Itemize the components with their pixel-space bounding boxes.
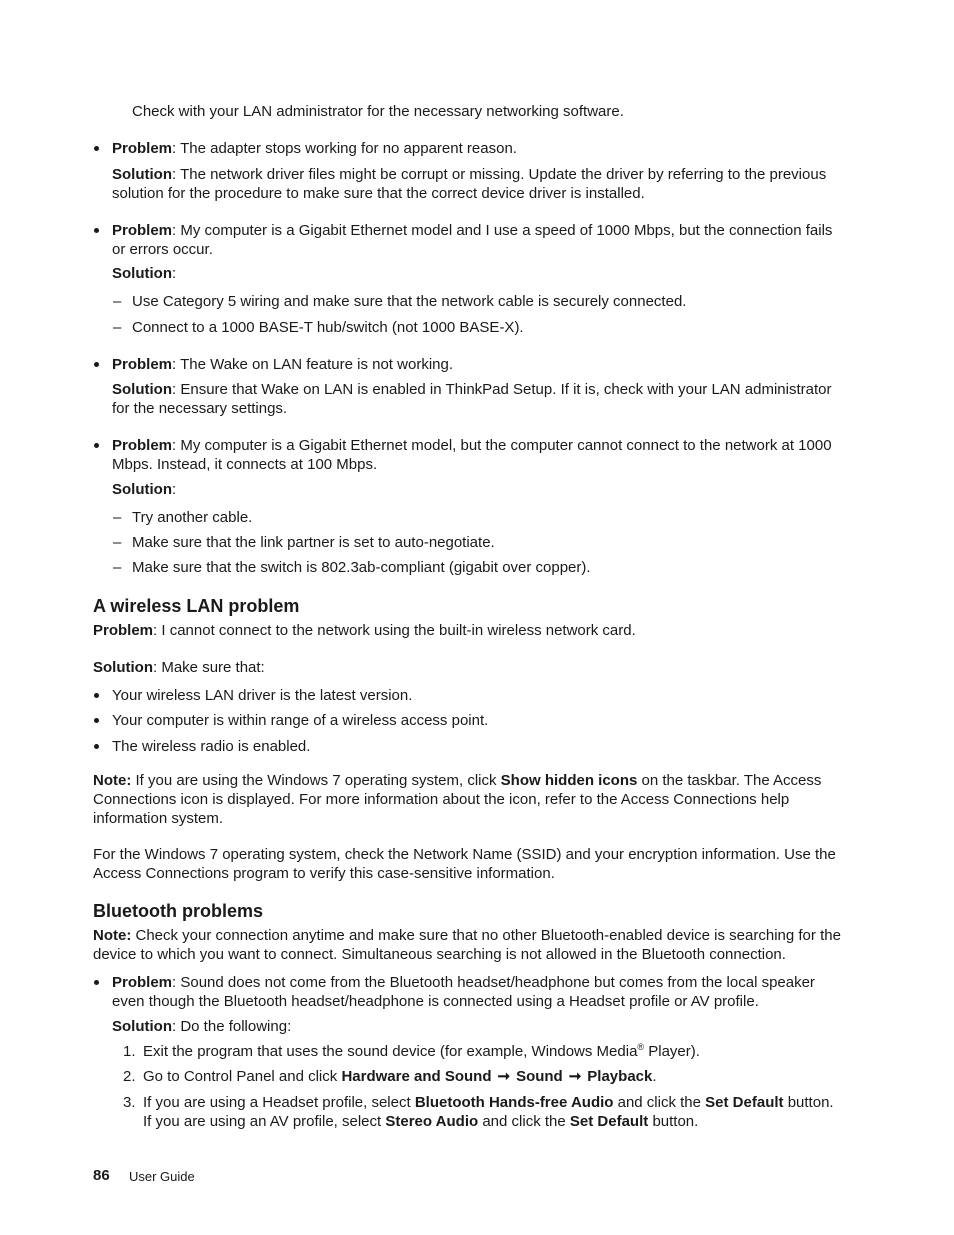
bullet-icon (94, 738, 102, 746)
step-4-2: Make sure that the link partner is set to auto-negotiate. (132, 534, 495, 551)
dash-marker: – (113, 509, 122, 526)
wireless-check-1: Your wireless LAN driver is the latest version. (112, 687, 413, 704)
solution-4-label: Solution: (112, 481, 177, 498)
section-heading-bluetooth: Bluetooth problems (93, 901, 263, 921)
wireless-ssid-paragraph: For the Windows 7 operating system, check the Network Name (SSID) and your encryption information. Use the Access Connections program to verify this case-sensitive information. (93, 846, 836, 882)
solution-2-label: Solution: (112, 265, 177, 282)
step-4-1: Try another cable. (132, 509, 253, 526)
bluetooth-step-3: If you are using a Headset profile, select Bluetooth Hands-free Audio and click the Set Default button. If you are using an AV profile, select Stereo Audio and click the Set Default button. (143, 1094, 834, 1130)
problem-3: Problem: The Wake on LAN feature is not working. (112, 356, 454, 373)
bullet-icon (94, 974, 102, 982)
wireless-check-3: The wireless radio is enabled. (112, 738, 311, 755)
bullet-icon (94, 356, 102, 364)
wireless-check-2: Your computer is within range of a wireless access point. (112, 712, 489, 729)
problem-2: Problem: My computer is a Gigabit Ethernet model and I use a speed of 1000 Mbps, but the connection fails or errors occur. (112, 222, 833, 258)
step-number: 2. (123, 1068, 136, 1085)
bullet-icon (94, 437, 102, 445)
footer-title: User Guide (129, 1169, 195, 1184)
bluetooth-step-1: Exit the program that uses the sound device (for example, Windows Media® Player). (143, 1042, 700, 1060)
solution-3: Solution: Ensure that Wake on LAN is enabled in ThinkPad Setup. If it is, check with your LAN administrator for the necessary settings. (112, 381, 832, 417)
step-2-1: Use Category 5 wiring and make sure that the network cable is securely connected. (132, 293, 687, 310)
bluetooth-problem: Problem: Sound does not come from the Bluetooth headset/headphone but comes from the local speaker even though the Bluetooth headset/headphone is connected using a Headset profile or AV profile. (112, 974, 815, 1010)
problem-1: Problem: The adapter stops working for no apparent reason. (112, 140, 517, 157)
step-2-2: Connect to a 1000 BASE-T hub/switch (not 1000 BASE-X). (132, 319, 524, 336)
problem-4: Problem: My computer is a Gigabit Ethernet model, but the computer cannot connect to the network at 1000 Mbps. Instead, it connects at 100 Mbps. (112, 437, 832, 473)
dash-marker: – (113, 559, 122, 576)
solution-1: Solution: The network driver files might be corrupt or missing. Update the driver by referring to the previous solution for the procedure to make sure that the correct device driver is installed. (112, 166, 827, 202)
bullet-icon (94, 140, 102, 148)
arrow-right-icon: ➞ (568, 1068, 582, 1085)
bullet-icon (94, 712, 102, 720)
bullet-icon (94, 687, 102, 695)
dash-marker: – (113, 293, 122, 310)
wireless-note: Note: If you are using the Windows 7 operating system, click Show hidden icons on the taskbar. The Access Connections icon is displayed. For more information about the icon, refer to the Access Connections help information system. (93, 772, 822, 827)
step-number: 1. (123, 1043, 136, 1060)
bluetooth-note: Note: Check your connection anytime and make sure that no other Bluetooth-enabled device is searching for the device to which you want to connect. Simultaneous searching is not allowed in the Bluetooth connection. (93, 927, 841, 963)
section-heading-wireless: A wireless LAN problem (93, 596, 300, 616)
step-number: 3. (123, 1094, 136, 1111)
page-number: 86 (93, 1167, 110, 1184)
bluetooth-solution: Solution: Do the following: (112, 1018, 292, 1035)
intro-text: Check with your LAN administrator for the necessary networking software. (132, 103, 624, 120)
dash-marker: – (113, 534, 122, 551)
wireless-problem: Problem: I cannot connect to the network using the built-in wireless network card. (93, 622, 636, 639)
dash-marker: – (113, 319, 122, 336)
wireless-solution: Solution: Make sure that: (93, 659, 265, 676)
bluetooth-step-2: Go to Control Panel and click Hardware and Sound ➞ Sound ➞ Playback. (143, 1068, 657, 1085)
arrow-right-icon: ➞ (497, 1068, 511, 1085)
step-4-3: Make sure that the switch is 802.3ab-compliant (gigabit over copper). (132, 559, 591, 576)
bullet-icon (94, 222, 102, 230)
